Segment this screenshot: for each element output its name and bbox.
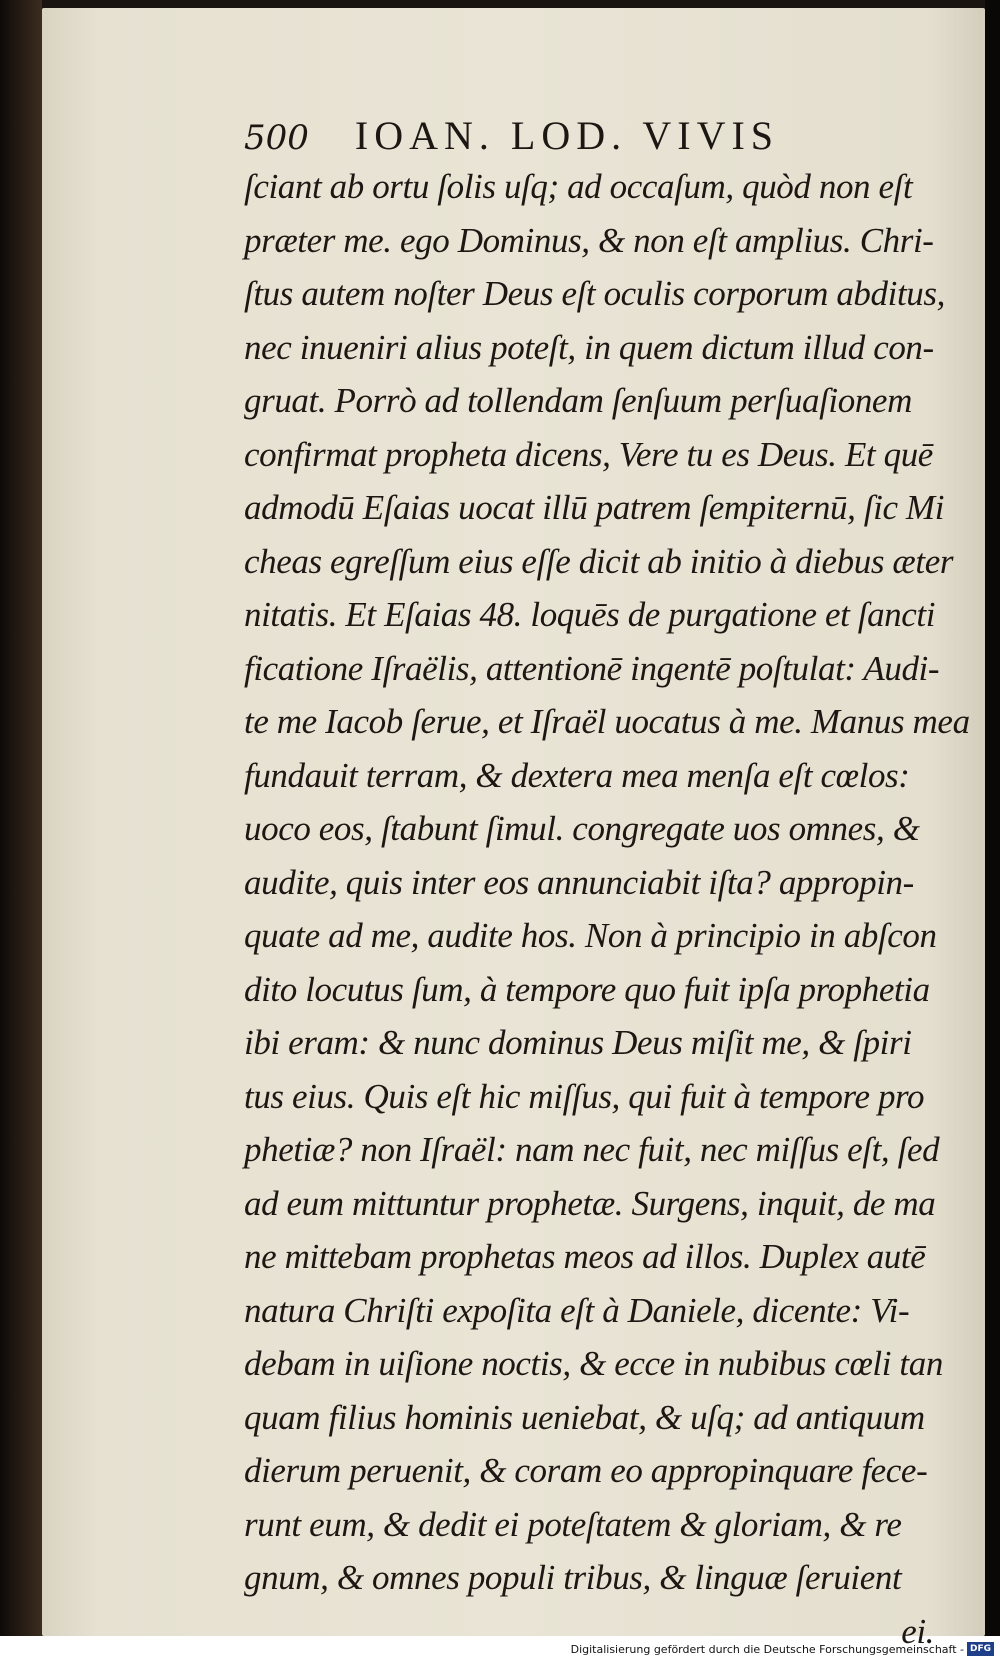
text-line: præter me. ego Dominus, & non eſt amplius. Chri- — [244, 220, 934, 260]
text-line: confirmat propheta dicens, Vere tu es Deus. Et quē — [244, 434, 933, 474]
text-line: ſciant ab ortu ſolis uſq; ad occaſum, quòd non eſt — [244, 167, 913, 206]
text-line: quam filius hominis ueniebat, & uſq; ad antiquum — [244, 1397, 925, 1437]
catchword: ei. — [901, 1611, 934, 1651]
text-line: dito locutus ſum, à tempore quo fuit ipſa prophetia — [244, 969, 930, 1009]
text-line: debam in uiſione noctis, & ecce in nubibus cœli tan — [244, 1344, 943, 1383]
text-line: ne mittebam prophetas meos ad illos. Duplex autē — [244, 1237, 926, 1276]
text-line: nec inueniri alius poteſt, in quem dictum illud con- — [244, 327, 934, 367]
credit-text: Digitalisierung gefördert durch die Deutsche Forschungsgemeinschaft - — [570, 1642, 964, 1656]
text-line: dierum peruenit, & coram eo appropinquare fece- — [244, 1451, 928, 1490]
text-line: fundauit terram, & dextera mea menſa eſt cœlos: — [244, 755, 910, 795]
page-header — [244, 112, 779, 156]
body-text — [244, 160, 970, 1658]
page-number: 500 — [244, 118, 309, 158]
text-line: phetiæ? non Iſraël: nam nec fuit, nec miſſus eſt, ſed — [244, 1130, 940, 1169]
text-line: natura Chriſti expoſita eſt à Daniele, dicente: Vi- — [244, 1290, 910, 1330]
text-line: uoco eos, ſtabunt ſimul. congregate uos omnes, & — [244, 809, 920, 848]
text-line: cheas egreſſum eius eſſe dicit ab initio à diebus æter — [244, 541, 954, 581]
text-line: quate ad me, audite hos. Non à principio in abſcon — [244, 916, 937, 955]
text-line: ſtus autem noſter Deus eſt oculis corporum abditus, — [244, 274, 945, 313]
text-line: ibi eram: & nunc dominus Deus miſit me, & ſpiri — [244, 1023, 912, 1062]
text-line: runt eum, & dedit ei poteſtatem & gloriam, & re — [244, 1504, 902, 1544]
scan-right-edge — [985, 0, 1000, 1636]
text-line: audite, quis inter eos annunciabit iſta? appropin- — [244, 862, 914, 902]
text-line: gnum, & omnes populi tribus, & linguæ ſeruient — [244, 1558, 902, 1597]
text-line: ficatione Iſraëlis, attentionē ingentē poſtulat: Audi- — [244, 648, 940, 688]
text-line: tus eius. Quis eſt hic miſſus, qui fuit à tempore pro — [244, 1076, 925, 1116]
text-line: nitatis. Et Eſaias 48. loquēs de purgatione et ſancti — [244, 595, 936, 634]
dfg-logo: DFG — [967, 1642, 994, 1656]
digitization-credit — [571, 1642, 994, 1656]
text-line: ad eum mittuntur prophetæ. Surgens, inquit, de ma — [244, 1183, 936, 1223]
text-line: te me Iacob ſerue, et Iſraël uocatus à me. Manus mea — [244, 702, 970, 741]
running-head: IOAN. LOD. VIVIS — [354, 113, 780, 158]
text-line: gruat. Porrò ad tollendam ſenſuum perſuaſionem — [244, 381, 912, 420]
text-line: admodū Eſaias uocat illū patrem ſempiternū, ſic Mi — [244, 488, 945, 527]
book-binding-edge — [0, 0, 42, 1636]
